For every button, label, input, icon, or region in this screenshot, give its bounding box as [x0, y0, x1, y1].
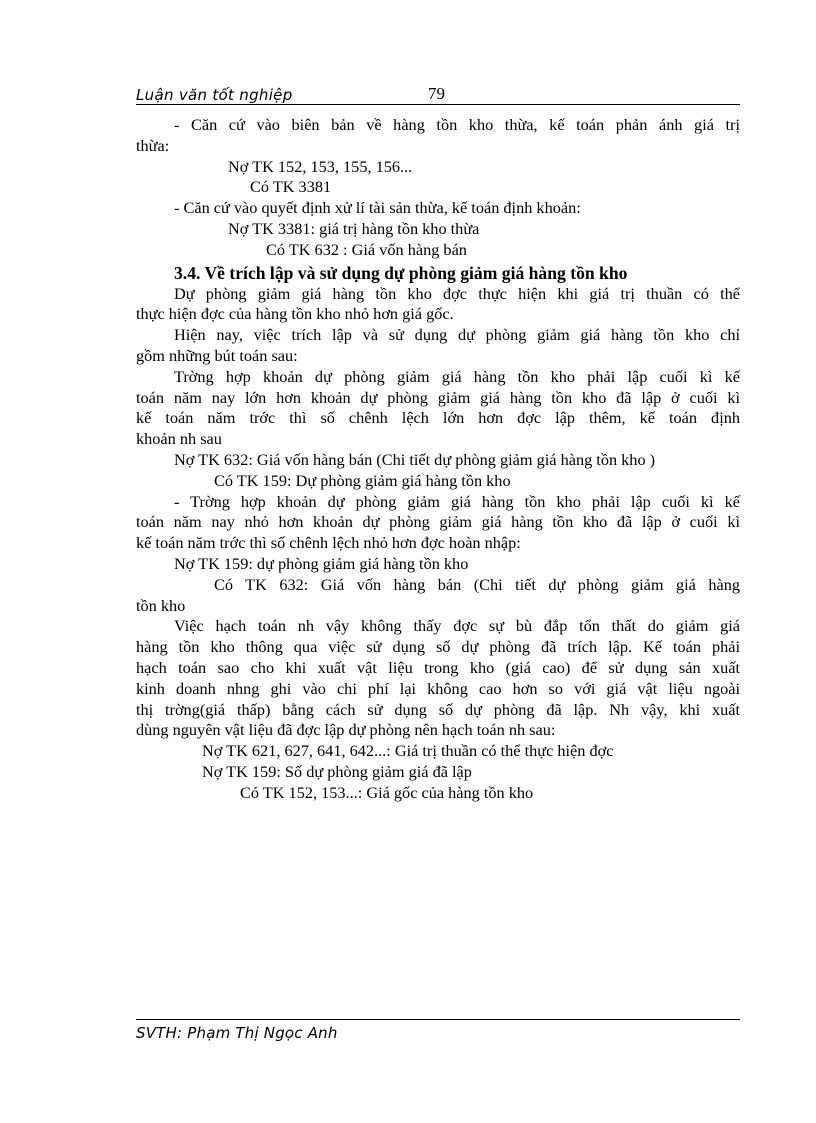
text-line: dùng nguyên vật liệu đã đợc lập dự phòng nên hạch toán nh sau: — [136, 720, 556, 740]
text-line: Có TK 3381 — [250, 177, 332, 197]
page-footer: SVTH: Phạm Thị Ngọc Anh — [136, 1024, 338, 1042]
text-line: hàng tồn kho thông qua việc sử dụng số dự phòng đã trích lập. Kế toán phải — [136, 637, 740, 657]
header-rule — [136, 104, 740, 105]
text-line: Nợ TK 159: Số dự phòng giảm giá đã lập — [202, 761, 472, 781]
text-line: - Trờng hợp khoản dự phòng giảm giá hàng tồn kho phải lập cuối kì kế — [174, 491, 740, 511]
document-body — [136, 115, 740, 804]
text-line: Việc hạch toán nh vậy không thấy đợc sự bù đắp tổn thất do giảm giá — [174, 616, 740, 636]
header-title: Luận văn tốt nghiệp — [136, 86, 293, 104]
text-line: kế toán năm trớc thì số chênh lệch nhỏ hơn đợc hoàn nhập: — [136, 533, 521, 553]
text-line: kinh doanh nhng ghi vào chi phí lại không cao hơn so với giá vật liệu ngoài — [136, 678, 740, 698]
text-line: Có TK 159: Dự phòng giảm giá hàng tồn kho — [214, 470, 511, 490]
text-line: thực hiện đợc của hàng tồn kho nhỏ hơn giá gốc. — [136, 304, 454, 324]
text-line: thừa: — [136, 135, 170, 155]
footer-rule — [136, 1019, 740, 1020]
text-line: toán năm nay nhỏ hơn khoản dự phòng giảm giá hàng tồn kho đã lập ở cuối kì — [136, 512, 740, 532]
text-line: Nợ TK 159: dự phòng giảm giá hàng tồn kho — [174, 553, 469, 573]
text-line: tồn kho — [136, 595, 186, 615]
text-line: Nợ TK 621, 627, 641, 642...: Giá trị thuần có thể thực hiện đợc — [202, 741, 614, 761]
text-line: hạch toán sao cho khi xuất vật liệu trong kho (giá cao) để sử dụng sản xuất — [136, 657, 740, 677]
text-line: Có TK 152, 153...: Giá gốc của hàng tồn kho — [240, 782, 534, 802]
section-heading: 3.4. Về trích lập và sử dụng dự phòng giảm giá hàng tồn kho — [174, 262, 628, 283]
text-line: Nợ TK 152, 153, 155, 156... — [228, 156, 413, 176]
page-number: 79 — [428, 84, 445, 103]
text-line: Nợ TK 3381: giá trị hàng tồn kho thừa — [228, 218, 480, 238]
text-line: toán năm nay lớn hơn khoản dự phòng giảm giá hàng tồn kho đã lập ở cuối kì — [136, 387, 740, 407]
text-line: kế toán năm trớc thì số chênh lệch lớn hơn đợc lập thêm, kế toán định — [136, 408, 740, 428]
page-header — [136, 86, 740, 106]
text-line: - Căn cứ vào quyết định xử lí tài sản thừa, kế toán định khoản: — [174, 198, 581, 218]
text-line: gồm những bút toán sau: — [136, 345, 298, 365]
text-line: Trờng hợp khoản dự phòng giảm giá hàng tồn kho phải lập cuối kì kế — [174, 366, 740, 386]
text-line: thị trờng(giá thấp) bằng cách sử dụng số dự phòng đã lập. Nh vậy, khi xuất — [136, 699, 740, 719]
text-line: Dự phòng giảm giá hàng tồn kho đợc thực hiện khi giá trị thuần có thể — [174, 283, 740, 303]
text-line: - Căn cứ vào biên bản về hàng tồn kho thừa, kế toán phản ánh giá trị — [174, 115, 740, 134]
text-line: khoản nh sau — [136, 429, 222, 449]
text-line: Có TK 632 : Giá vốn hàng bán — [266, 239, 467, 259]
text-line: Nợ TK 632: Giá vốn hàng bán (Chi tiết dự phòng giảm giá hàng tồn kho ) — [174, 449, 656, 469]
text-line: Có TK 632: Giá vốn hàng bán (Chi tiết dự phòng giảm giá hàng — [214, 574, 740, 594]
text-line: Hiện nay, việc trích lập và sử dụng dự phòng giảm giá hàng tồn kho chỉ — [174, 325, 740, 345]
